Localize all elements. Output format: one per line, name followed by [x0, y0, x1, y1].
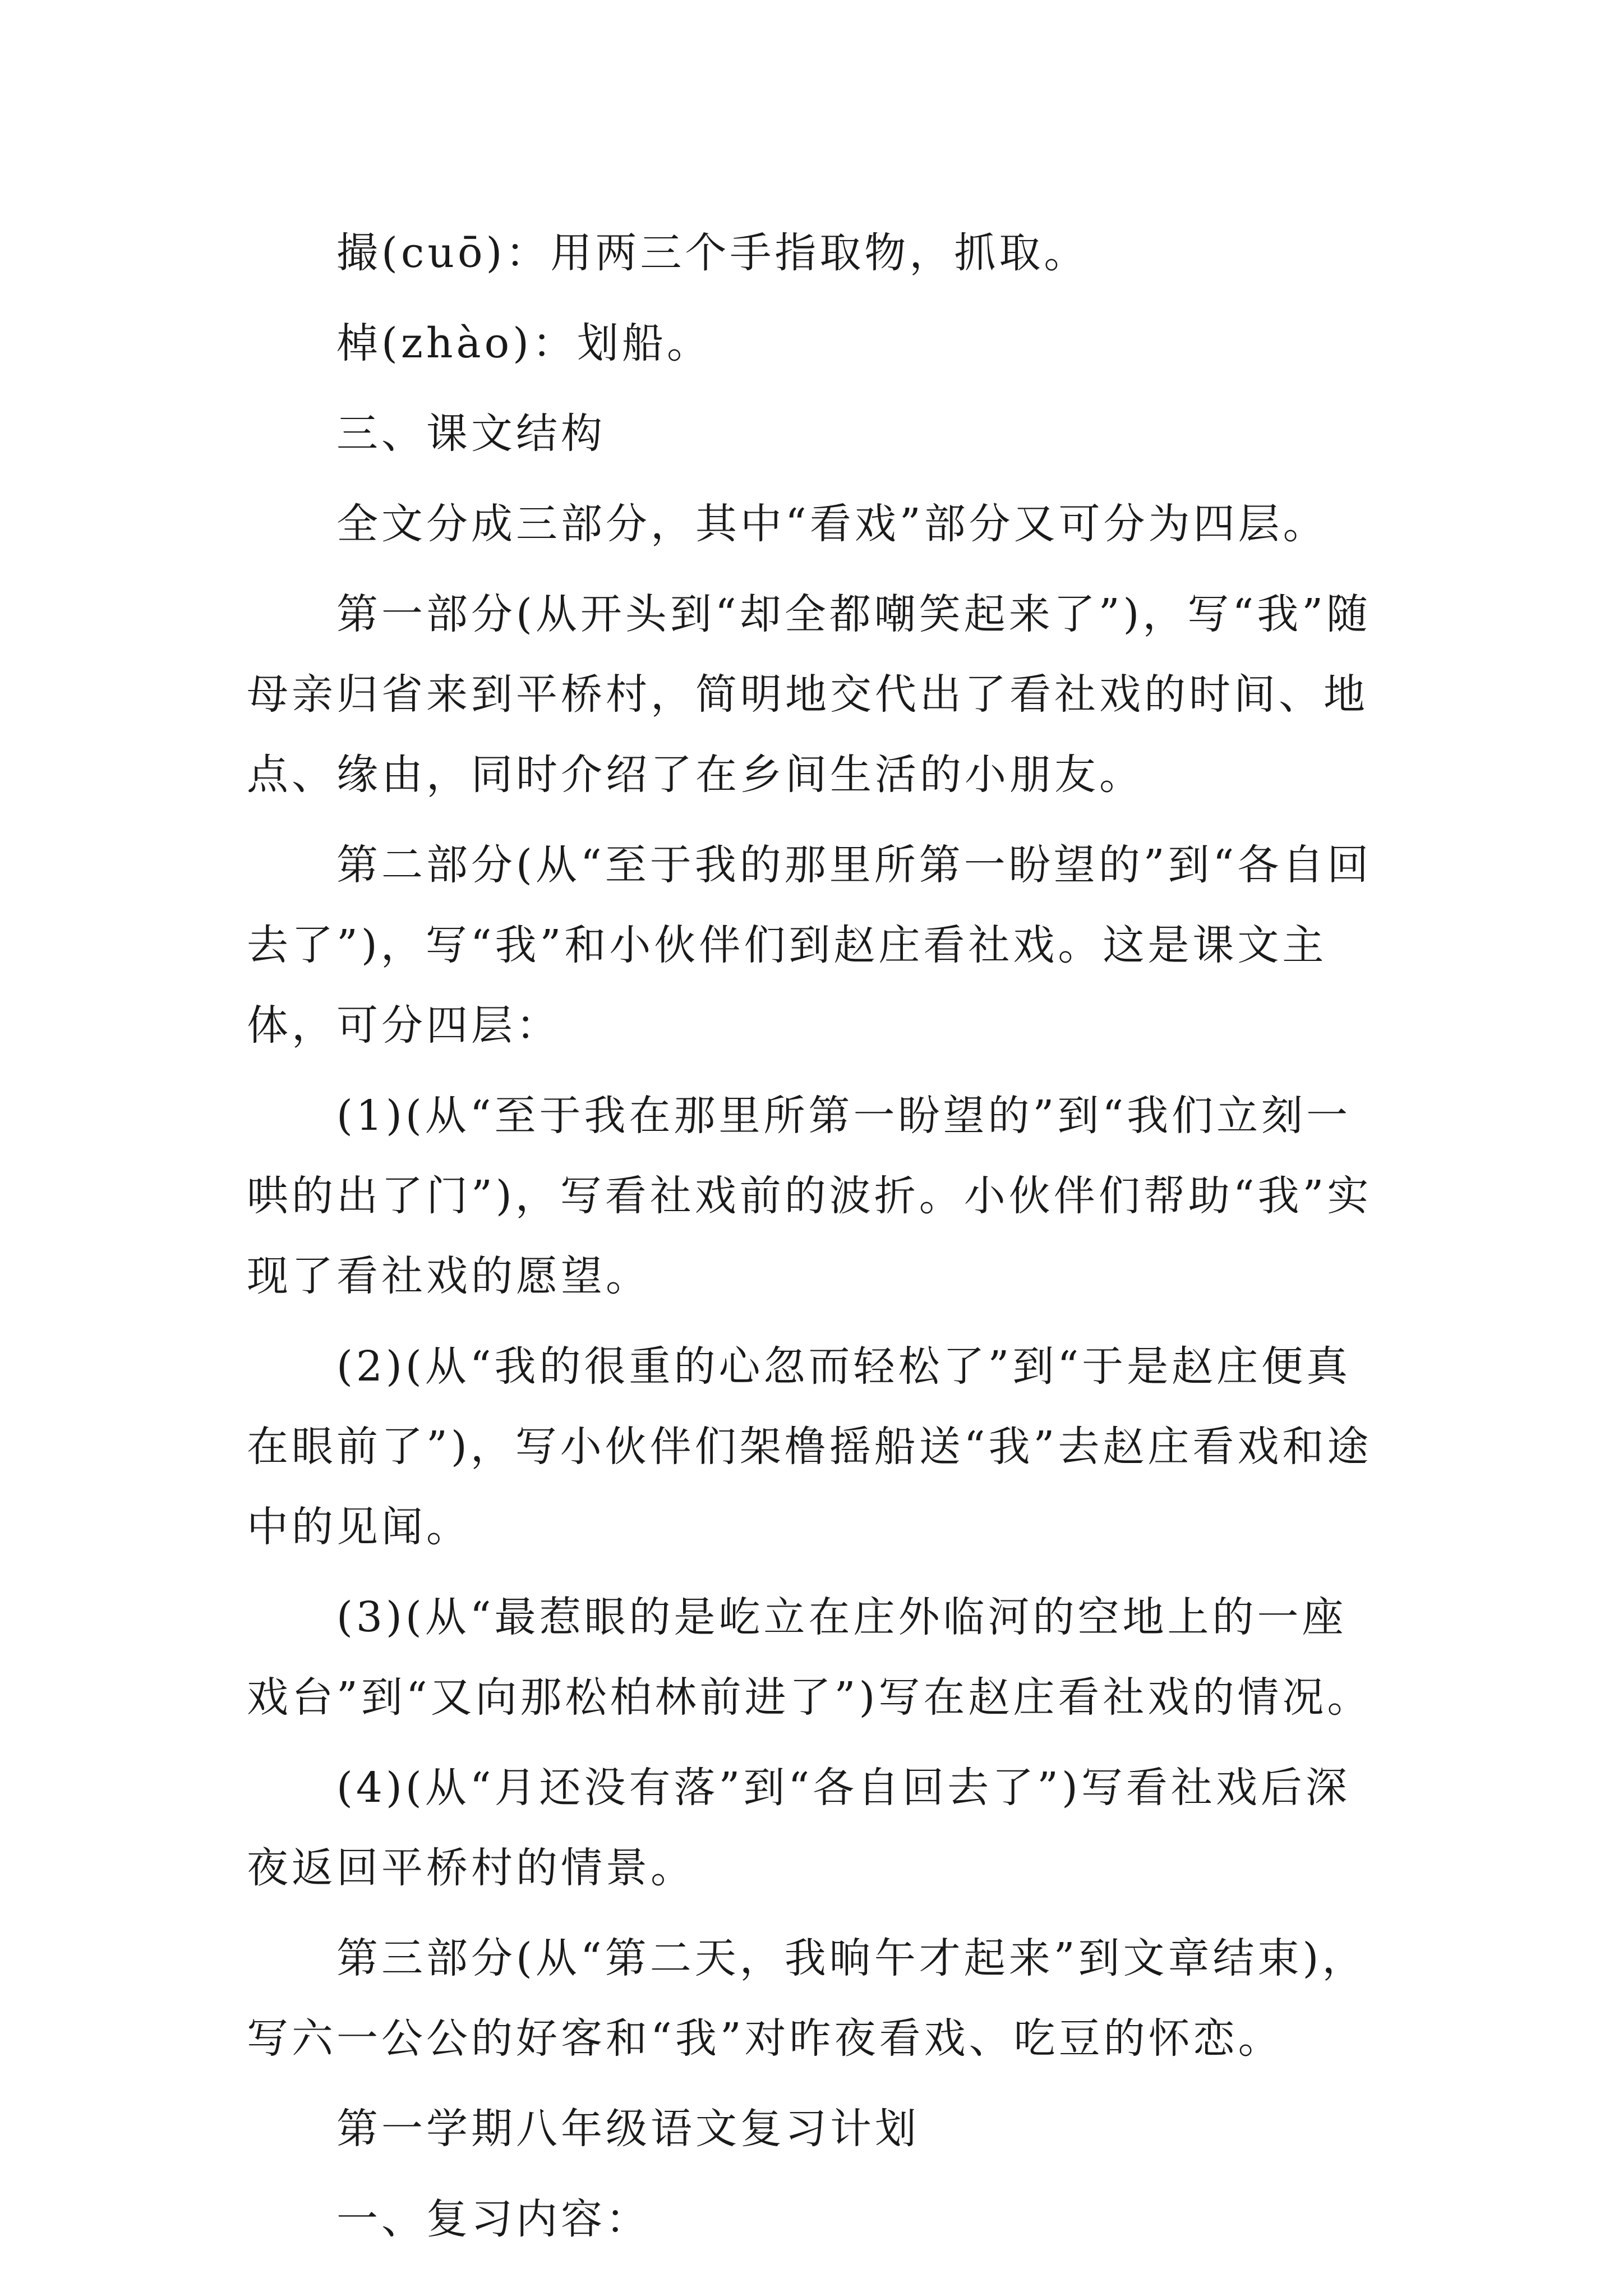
layer-one-paragraph: (1)(从“至于我在那里所第一盼望的”到“我们立刻一哄的出了门”)，写看社戏前的波折。小伙伴们帮助“我”实现了看社戏的愿望。 — [247, 1092, 1372, 1300]
review-plan-title: 第一学期八年级语文复习计划 — [336, 2105, 920, 2153]
part-three-paragraph: 第三部分(从“第二天，我晌午才起来”到文章结束)，写六一公公的好客和“我”对昨夜看戏、吃豆的怀恋。 — [247, 1934, 1367, 2063]
layer-two-paragraph: (2)(从“我的很重的心忽而轻松了”到“于是赵庄便真在眼前了”)，写小伙伴们架橹摇船送“我”去赵庄看戏和途中的见闻。 — [247, 1342, 1372, 1551]
layer-three-paragraph: (3)(从“最惹眼的是屹立在庄外临河的空地上的一座戏台”到“又向那松柏林前进了”)写在赵庄看社戏的情况。 — [247, 1593, 1372, 1722]
document-body — [247, 213, 1380, 2270]
vocab-zhao: 棹(zhào)：划船。 — [336, 319, 712, 367]
review-content-heading: 一、复习内容： — [336, 2195, 651, 2243]
structure-overview: 全文分成三部分，其中“看戏”部分又可分为四层。 — [336, 500, 1328, 548]
part-two-paragraph: 第二部分(从“至于我的那里所第一盼望的”到“各自回去了”)，写“我”和小伙伴们到赵庄看社戏。这是课文主体，可分四层： — [247, 841, 1372, 1050]
layer-four-paragraph: (4)(从“月还没有落”到“各自回去了”)写看社戏后深夜返回平桥村的情景。 — [247, 1764, 1350, 1892]
vocab-cuo: 撮(cuō)：用两三个手指取物，抓取。 — [336, 229, 1089, 277]
part-one-paragraph: 第一部分(从开头到“却全都嘲笑起来了”)，写“我”随母亲归省来到平桥村，简明地交代出了看社戏的时间、地点、缘由，同时介绍了在乡间生活的小朋友。 — [247, 590, 1372, 799]
section-heading-structure: 三、课文结构 — [336, 409, 606, 458]
